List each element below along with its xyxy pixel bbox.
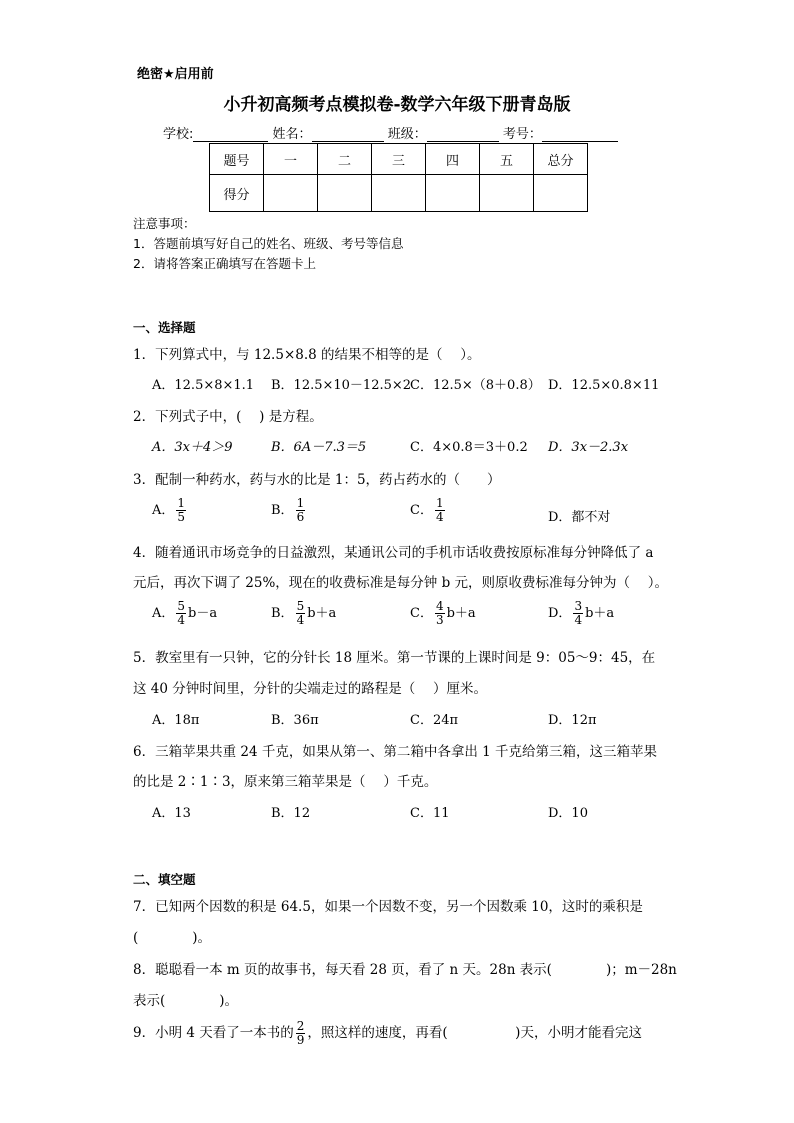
option: D．都不对 <box>548 510 611 525</box>
option-label: B． <box>271 503 294 518</box>
score-input-cell[interactable] <box>534 175 588 212</box>
option: C．11 <box>410 806 450 821</box>
score-table <box>209 143 588 212</box>
notes-block <box>133 214 403 274</box>
option <box>152 600 217 627</box>
option <box>271 600 336 627</box>
option-label: B． <box>271 606 294 621</box>
question-stem: 4．随着通讯市场竞争的日益激烈，某通讯公司的手机市话收费按原标准每分钟降低了 a <box>133 545 654 561</box>
question-stem: 元后，再次下调了 25%，现在的收费标准是每分钟 b 元，则原收费标准每分钟为（ ）。 <box>133 575 669 591</box>
question-text: 9．小明 4 天看了一本书的 <box>133 1025 294 1041</box>
option-tail: b＋a <box>446 606 476 621</box>
question-stem: 这 40 分钟时间里，分针的尖端走过的路程是（ ）厘米。 <box>133 681 488 697</box>
option: C．12.5×（8＋0.8） <box>410 378 541 393</box>
fraction <box>296 600 306 627</box>
notes-item: 1．答题前填写好自己的姓名、班级、考号等信息 <box>133 236 404 251</box>
option-label: A． <box>152 503 175 518</box>
question-stem: 3．配制一种药水，药与水的比是 1：5，药占药水的（ ） <box>133 472 501 488</box>
option: B．12 <box>271 806 311 821</box>
fraction-numerator: 2 <box>296 1019 305 1033</box>
option <box>271 497 307 524</box>
fraction-numerator: 1 <box>177 496 186 510</box>
table-cell: 总分 <box>534 144 588 175</box>
question-stem: 1．下列算式中，与 12.5×8.8 的结果不相等的是（ ）。 <box>133 347 481 363</box>
option-label: A． <box>152 606 175 621</box>
school-field[interactable] <box>193 127 268 142</box>
question-text: ，照这样的速度，再看( )天，小明才能看完这 <box>307 1025 642 1041</box>
option: D．10 <box>548 806 588 821</box>
fraction <box>176 497 186 524</box>
option <box>410 600 476 627</box>
question-stem: 6．三箱苹果共重 24 千克，如果从第一、第二箱中各拿出 1 千克给第三箱，这三箱苹果 <box>133 744 658 760</box>
table-cell: 五 <box>480 144 534 175</box>
notes-heading: 注意事项： <box>133 216 196 231</box>
name-label: 姓名： <box>272 127 312 142</box>
option: B．6A－7.3＝5 <box>271 440 367 455</box>
option <box>548 600 614 627</box>
school-label: 学校: <box>163 127 194 142</box>
score-input-cell[interactable] <box>480 175 534 212</box>
option: A．12.5×8×1.1 <box>152 378 255 393</box>
fraction-denominator: 4 <box>435 510 444 524</box>
fraction-denominator: 6 <box>296 510 305 524</box>
section-title: 一、选择题 <box>133 320 196 335</box>
option-label: C． <box>410 503 433 518</box>
option-tail: b－a <box>188 606 218 621</box>
option: C．4×0.8＝3＋0.2 <box>410 440 528 455</box>
fraction-numerator: 5 <box>296 599 305 613</box>
number-field[interactable] <box>542 127 618 142</box>
fraction-numerator: 1 <box>296 496 305 510</box>
fraction <box>296 1020 306 1047</box>
fraction <box>573 600 583 627</box>
option <box>152 497 188 524</box>
table-cell: 得分 <box>210 175 264 212</box>
question-stem: 7．已知两个因数的积是 64.5，如果一个因数不变，另一个因数乘 10，这时的乘积是 <box>133 899 643 915</box>
fraction-numerator: 5 <box>177 599 186 613</box>
option-tail: b＋a <box>585 606 615 621</box>
fraction-denominator: 5 <box>177 510 186 524</box>
fraction-denominator: 4 <box>177 613 186 627</box>
option: B．36π <box>271 713 319 728</box>
question-stem: 5．教室里有一只钟，它的分针长 18 厘米。第一节课的上课时间是 9：05～9：45，在 <box>133 650 656 666</box>
option: D．12.5×0.8×11 <box>548 378 660 393</box>
question-stem: 8．聪聪看一本 m 页的故事书，每天看 28 页，看了 n 天。28n 表示( )；m－28n <box>133 962 677 978</box>
fraction-numerator: 3 <box>574 599 583 613</box>
score-table-header-row <box>210 144 588 175</box>
fraction <box>435 497 445 524</box>
score-input-cell[interactable] <box>372 175 426 212</box>
student-info-line <box>163 123 618 142</box>
fraction <box>296 497 306 524</box>
name-field[interactable] <box>312 127 384 142</box>
class-field[interactable] <box>427 127 499 142</box>
option-tail: b＋a <box>307 606 337 621</box>
score-table-score-row <box>210 175 588 212</box>
table-cell: 二 <box>318 144 372 175</box>
option-label: C． <box>410 606 433 621</box>
answer-blank[interactable]: ( )。 <box>133 930 212 946</box>
section-title: 二、填空题 <box>133 872 196 887</box>
page-title: 小升初高频考点模拟卷-数学六年级下册青岛版 <box>223 95 571 115</box>
option: C．24π <box>410 713 459 728</box>
option-label: D． <box>548 606 572 621</box>
option: B．12.5×10－12.5×2 <box>271 378 412 393</box>
option: A．18π <box>152 713 200 728</box>
fraction <box>435 600 445 627</box>
table-cell: 一 <box>264 144 318 175</box>
table-cell: 三 <box>372 144 426 175</box>
option: A．13 <box>152 806 191 821</box>
table-cell: 四 <box>426 144 480 175</box>
score-input-cell[interactable] <box>318 175 372 212</box>
number-label: 考号： <box>502 127 542 142</box>
question-stem: 的比是 2∶1∶3，原来第三箱苹果是（ ）千克。 <box>133 774 438 790</box>
fraction-denominator: 9 <box>296 1033 305 1047</box>
score-input-cell[interactable] <box>426 175 480 212</box>
fraction-numerator: 4 <box>435 599 444 613</box>
question-stem: 表示( )。 <box>133 993 239 1009</box>
fraction-denominator: 4 <box>574 613 583 627</box>
secret-mark: 绝密★启用前 <box>137 67 214 82</box>
fraction-denominator: 3 <box>435 613 444 627</box>
notes-item: 2．请将答案正确填写在答题卡上 <box>133 256 316 271</box>
score-input-cell[interactable] <box>264 175 318 212</box>
fraction-denominator: 4 <box>296 613 305 627</box>
question-stem: 2．下列式子中，( ) 是方程。 <box>133 409 323 425</box>
option: D．3x－2.3x <box>548 440 629 455</box>
fraction-numerator: 1 <box>435 496 444 510</box>
fraction <box>176 600 186 627</box>
option <box>410 497 447 524</box>
question-stem <box>133 1020 642 1047</box>
table-cell: 题号 <box>210 144 264 175</box>
class-label: 班级： <box>387 127 427 142</box>
option: D．12π <box>548 713 597 728</box>
option: A．3x＋4＞9 <box>152 440 233 455</box>
